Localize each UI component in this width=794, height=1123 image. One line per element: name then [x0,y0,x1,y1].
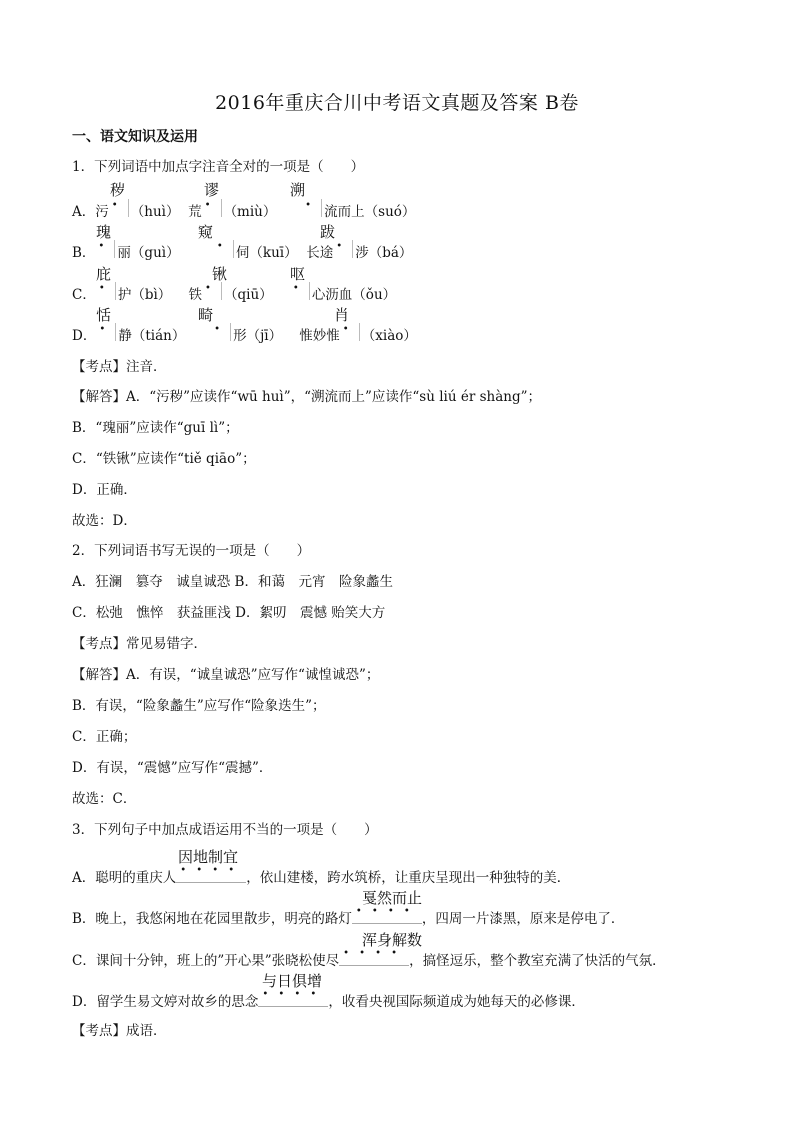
q1-b1-caption: 瑰 [96,223,112,241]
dotted-char [302,203,324,217]
q2-jieda: 【解答】A．有误，“诚皇诚恐”应写作“诚惶诚恐”； [72,667,380,683]
dotted-char [202,286,224,300]
q2-explain-d: D．有误，“震憾”应写作“震撼”． [72,760,273,776]
q3-kaodian: 【考点】成语． [72,1023,167,1039]
q3-option-b: B．晚上，我悠闲地在花园里散步，明亮的路灯 • • • • ，四周一片漆黑，原来是停电了． [72,906,625,927]
dotted-char [202,203,224,217]
q3-stem: 3．下列句子中加点成语运用不当的一项是（ ） [72,822,378,838]
q2-options-cd: C．松弛 憔悴 获益匪浅 D．絮叨 震憾 贻笑大方 [72,605,386,621]
q2-explain-c: C．正确； [72,729,137,745]
dotted-char [333,244,355,258]
dotted-char [109,203,131,217]
q2-stem: 2．下列词语书写无误的一项是（ ） [72,543,311,559]
q1-a2-caption: 谬 [204,181,220,199]
q1-jieda: 【解答】A．“污秽”应读作“wū huì”，“溯流而上”应读作“sù liú ér shàng”； [72,389,541,405]
q2-options-ab: A．狂澜 篡夺 诚皇诚恐 B．和蔼 元宵 险象蠡生 [72,574,393,590]
dotted-idiom: • • • • [258,992,328,1007]
dotted-char [214,244,236,258]
document-title: 2016年重庆合川中考语文真题及答案 B卷 [215,92,579,114]
dotted-idiom: • • • • [176,868,246,883]
q2-explain-b: B．有误，“险象蠡生”应写作“险象迭生”； [72,698,326,714]
q1-explain-b: B．“瑰丽”应读作“guī lì”； [72,420,239,436]
q1-a1-caption: 秽 [110,181,126,199]
dotted-char [340,327,362,341]
q1-b2-caption: 窥 [198,223,214,241]
q3-option-d: D．留学生易文婷对故乡的思念 • • • • ，收看央视国际频道成为她每天的必修课． [72,989,585,1010]
q1-stem: 1．下列词语中加点字注音全对的一项是（ ） [72,159,365,175]
q1-option-b: B．• 丽（guì） • 伺（kuī） 长途• 涉（bá） [72,244,412,262]
q1-option-d: D．• 静（tián） • 形（jī） 惟妙惟• （xiào） [72,327,417,345]
section-heading: 一、语文知识及运用 [72,129,198,145]
q1-option-a: A．污• （huì） 荒• （miù） • 流而上（suó） [72,203,415,221]
q3-option-c: C．课间十分钟，班上的”开心果”张晓松使尽 • • • • ，搞怪逗乐，整个教室充满了快活的气氛． [72,948,666,969]
q1-option-c: C．• 护（bì） 铁• （qiū） • 心沥血（ǒu） [72,286,396,304]
dotted-char [95,244,117,258]
q3-option-a: A．聪明的重庆人 • • • • ，依山建楼，跨水筑桥，让重庆呈现出一种独特的美． [72,865,571,886]
dotted-char [211,327,233,341]
dotted-idiom: • • • • [352,909,422,924]
q1-d2-caption: 畸 [198,306,214,324]
q1-a3-caption: 溯 [290,181,306,199]
q1-c3-caption: 呕 [290,265,306,283]
q1-c2-caption: 锹 [212,265,228,283]
dotted-char [96,286,118,300]
q2-kaodian: 【考点】常见易错字． [72,636,207,652]
q1-d1-caption: 恬 [96,306,112,324]
dotted-char [290,286,312,300]
q1-explain-c: C．“铁锹”应读作“tiě qiāo”； [72,451,256,467]
q3-b-caption: 戛然而止 [362,889,423,907]
q1-explain-d: D．正确． [72,482,137,498]
q2-answer: 故选：C． [72,791,137,807]
q3-d-caption: 与日俱增 [262,972,323,990]
q1-b3-caption: 跋 [320,223,336,241]
dotted-idiom: • • • • [339,951,409,966]
q3-c-caption: 浑身解数 [362,931,423,949]
q1-d3-caption: 肖 [334,306,350,324]
q1-answer: 故选：D． [72,513,137,529]
q1-kaodian: 【考点】注音． [72,359,167,375]
q1-c1-caption: 庇 [96,265,112,283]
q3-a-caption: 因地制宜 [178,848,239,866]
dotted-char [96,327,118,341]
